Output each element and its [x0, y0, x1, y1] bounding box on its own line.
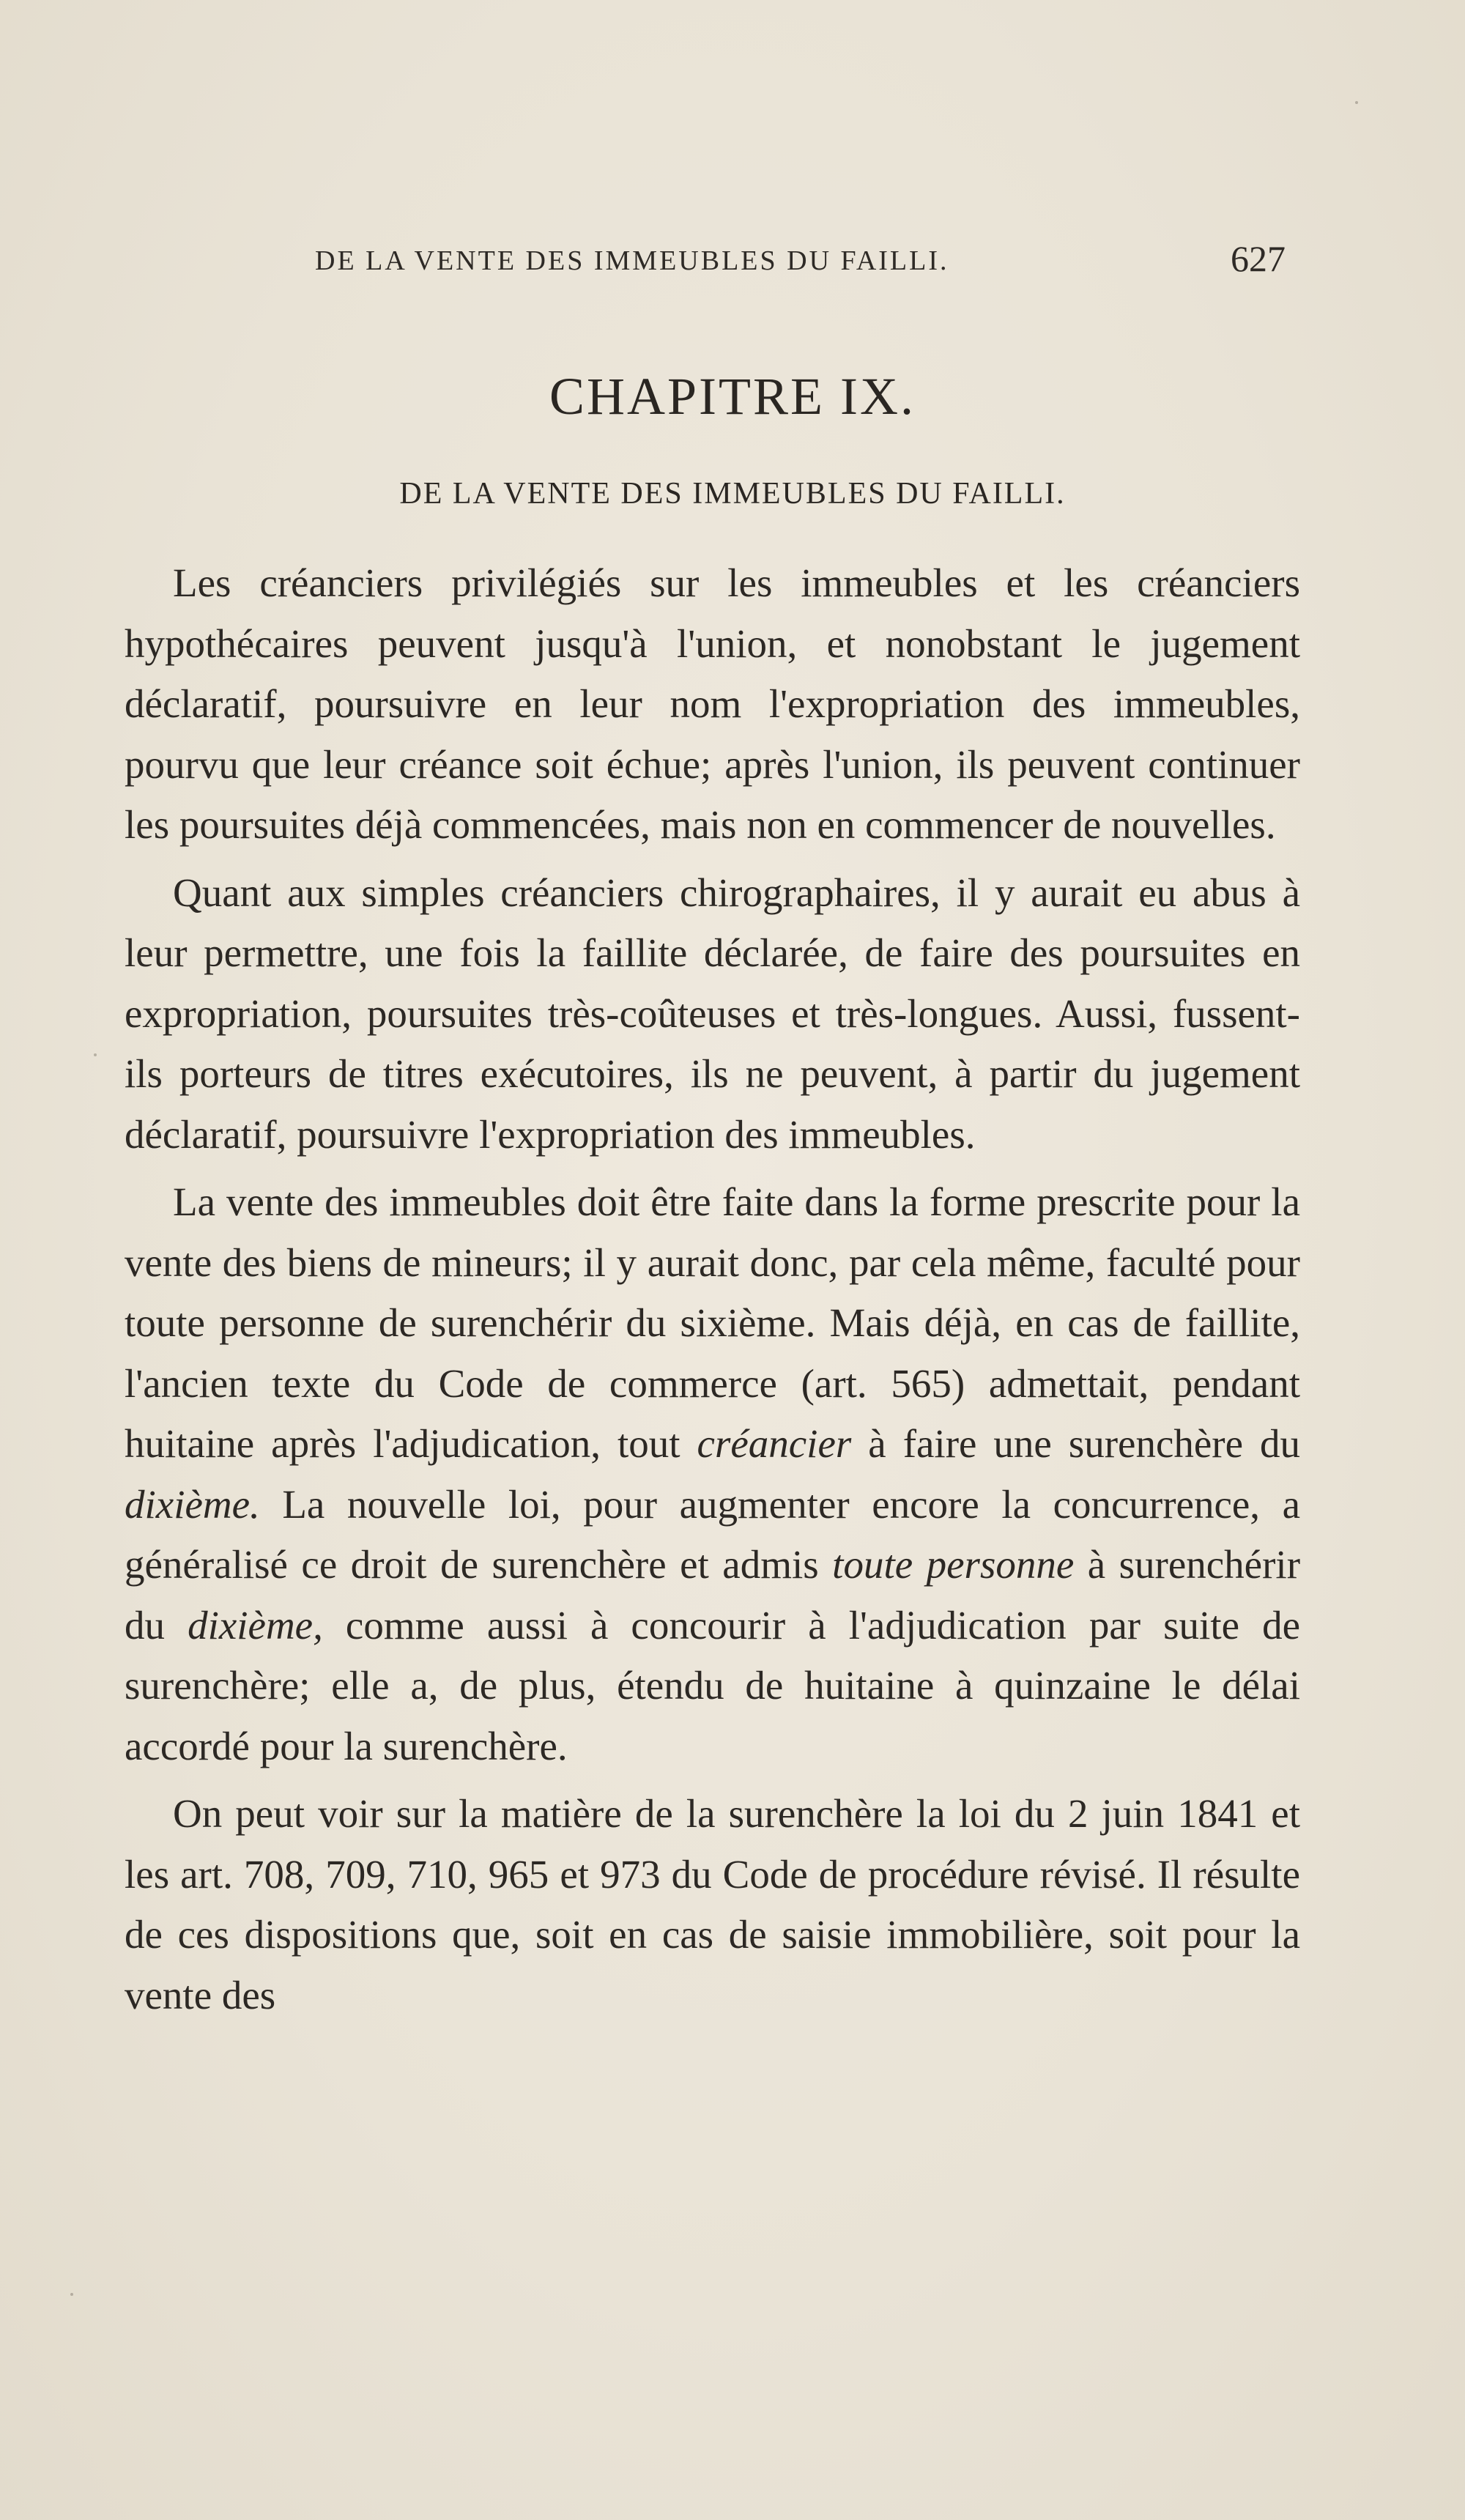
paper-speck — [70, 2293, 73, 2296]
paragraph-3-text-2: à faire une surenchère du — [868, 1421, 1301, 1466]
paper-speck — [94, 1053, 97, 1056]
paragraph-3-text-5: comme aussi à concourir à l'adjudication par suite de surenchère; elle a, de plus, étendu de huitaine à quinzaine le délai accordé pour la surenchère. — [125, 1602, 1301, 1768]
paragraph-2: Quant aux simples créanciers chirographaires, il y aurait eu abus à leur permettre, une fois la faillite déclarée, de faire des poursuites en expropriation, poursuites très-coûteuses et très-longues. Aussi, fussent-ils porteurs de titres exécutoires, ils ne peuvent, à partir du jugement déclaratif, poursuivre l'expropriation des immeubles. — [125, 870, 1300, 1157]
chapter-subtitle: DE LA VENTE DES IMMEUBLES DU FAILLI. — [399, 477, 1066, 511]
paper-speck — [1355, 101, 1358, 104]
paragraph-3 — [125, 1172, 1300, 1776]
paragraph-3-italic-4: dixième, — [188, 1602, 323, 1648]
paragraph-3-text-4: à surenchérir du — [125, 1542, 1301, 1648]
paragraph-4: On peut voir sur la matière de la surenchère la loi du 2 juin 1841 et les art. 708, 709, 710, 965 et 973 du Code de procédure révisé. Il résulte de ces dispositions que, soit en cas de saisie immobilière, soit pour la vente des — [125, 1791, 1300, 2017]
paragraph-3-italic-3: toute personne — [832, 1542, 1075, 1587]
paragraph-3-italic-2: dixième. — [125, 1481, 260, 1527]
body-text — [125, 553, 1300, 2026]
paragraph-3-italic-1: créancier — [697, 1421, 852, 1466]
running-head: DE LA VENTE DES IMMEUBLES DU FAILLI. — [315, 245, 949, 276]
page-number: 627 — [1231, 238, 1286, 279]
paragraph-3-text-1: La vente des immeubles doit être faite dans la forme prescrite pour la vente des biens de mineurs; il y aurait donc, par cela même, faculté pour toute personne de surenchérir du sixième. Mais déjà, en cas de faillite, l'ancien texte du Code de commerce (art. 565) admettait, pendant huitaine après l'adjudication, tout — [125, 1179, 1300, 1466]
paragraph-3-text-3: La nouvelle loi, pour augmenter encore la concurrence, a généralisé ce droit de surenchère et admis — [125, 1481, 1300, 1587]
chapter-title: CHAPITRE IX. — [549, 367, 916, 426]
paragraph-1: Les créanciers privilégiés sur les immeubles et les créanciers hypothécaires peuvent jusqu'à l'union, et nonobstant le jugement déclaratif, poursuivre en leur nom l'expropriation des immeubles, pourvu que leur créance soit échue; après l'union, ils peuvent continuer les poursuites déjà commencées, mais non en commencer de nouvelles. — [125, 560, 1300, 847]
